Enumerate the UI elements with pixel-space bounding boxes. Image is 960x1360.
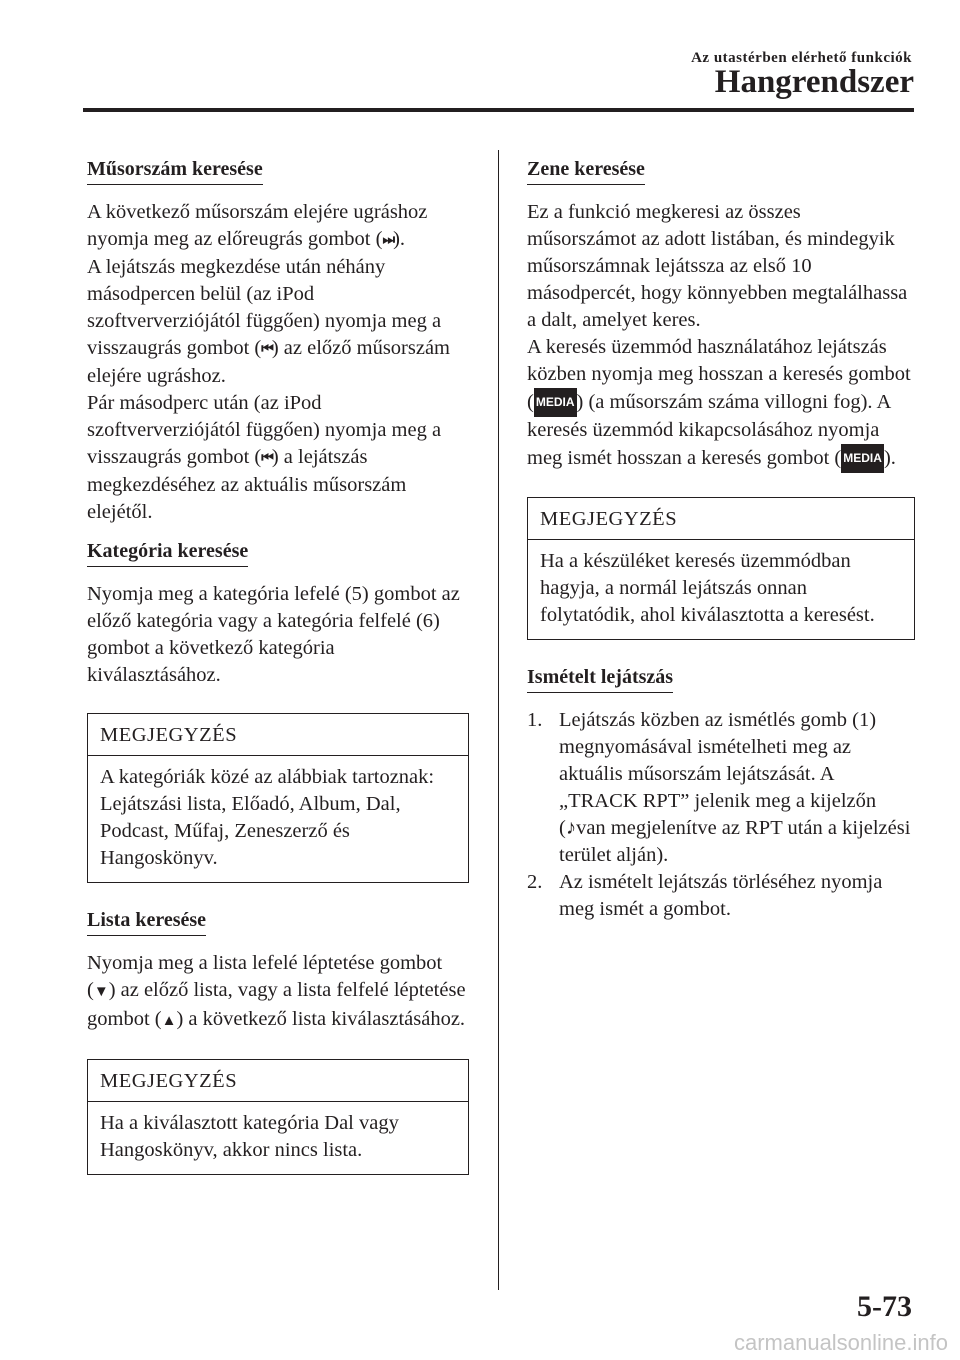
text: ). xyxy=(393,228,406,250)
list-item xyxy=(527,707,915,869)
text: A következő műsorszám elejére ugráshoz nyomja meg az előreugrás gombot ( xyxy=(87,201,428,250)
text: Lejátszás közben az ismétlés gomb (1) megnyomásával ismételheti meg az aktuális műsorszám lejátszását. A „TRACK RPT” jelenik meg a kijelzőn ( xyxy=(559,709,877,839)
note-title: MEGJEGYZÉS xyxy=(528,498,914,540)
page-title: Hangrendszer xyxy=(714,64,914,100)
page-number: 5-73 xyxy=(857,1290,912,1323)
text: ) az előző műsorszám elejére ugráshoz. xyxy=(87,337,451,387)
section-repeat-play xyxy=(527,666,915,923)
text: ) a következő lista kiválasztásához. xyxy=(176,1008,466,1030)
music-note-icon: ♪ xyxy=(565,817,577,839)
text: A lejátszás megkezdése után néhány másodpercen belül (az iPod szoftververziójától függően) nyomja meg a visszaugrás gombot ( xyxy=(87,256,442,359)
section-body: Nyomja meg a kategória lefelé (5) gombot az előző kategória vagy a kategória felfelé (6) gombot a következő kategória kiválasztásához. xyxy=(87,583,460,686)
section-heading: Kategória keresése xyxy=(87,540,248,567)
text: Ez a funkció megkeresi az összes műsorszámot az adott listában, és mindegyik műsorszámnak lejátssza az első 10 másodpercét, hogy könnyebben megtalálhassa a dalt, amelyet keres. xyxy=(527,201,908,331)
prev-track-icon: ⏮ xyxy=(261,451,272,466)
text: ) a lejátszás megkezdéséhez az aktuális műsorszám elejétől. xyxy=(87,446,407,523)
section-category-search xyxy=(87,540,469,689)
note-box xyxy=(87,1059,469,1175)
section-track-search xyxy=(87,158,469,526)
steps-list xyxy=(527,707,915,923)
note-body: Ha a készüléket keresés üzemmódban hagyja, a normál lejátszás onnan folytatódik, ahol kiválasztotta a keresést. xyxy=(540,550,875,626)
note-box xyxy=(87,713,469,883)
section-heading: Lista keresése xyxy=(87,909,206,936)
text: ). xyxy=(883,447,896,469)
section-heading: Ismételt lejátszás xyxy=(527,666,673,693)
text: ) (a műsorszám száma villogni fog). A keresés üzemmód kikapcsolásához nyomja meg ismét hosszan a keresés gombot ( xyxy=(527,391,891,469)
next-track-icon: ⏭ xyxy=(382,233,394,248)
section-heading: Zene keresése xyxy=(527,158,645,185)
media-button-icon: MEDIA xyxy=(841,444,884,473)
section-body xyxy=(527,199,915,473)
list-item-number: 1. xyxy=(527,709,543,731)
section-body xyxy=(87,950,469,1035)
right-column xyxy=(527,158,915,923)
note-box xyxy=(527,497,915,640)
watermark: carmanualsonline.info xyxy=(733,1330,948,1355)
section-music-search xyxy=(527,158,915,473)
text: Pár másodperc után (az iPod szoftververziójától függően) nyomja meg a visszaugrás gombot ( xyxy=(87,392,442,468)
down-arrow-icon: ▼ xyxy=(93,984,109,1000)
text: ) az előző lista, vagy a lista felfelé léptetése gombot ( xyxy=(87,979,466,1030)
header-section-label: Az utastérben elérhető funkciók xyxy=(691,50,912,66)
media-button-icon: MEDIA xyxy=(534,388,577,417)
text: A keresés üzemmód használatához lejátszás közben nyomja meg hosszan a keresés gombot ( xyxy=(527,336,911,413)
list-item xyxy=(527,869,915,923)
up-arrow-icon: ▲ xyxy=(161,1013,177,1029)
header-rule xyxy=(83,108,914,112)
note-title: MEGJEGYZÉS xyxy=(88,714,468,756)
section-heading: Műsorszám keresése xyxy=(87,158,263,185)
column-divider xyxy=(498,150,499,1290)
note-title: MEGJEGYZÉS xyxy=(88,1060,468,1102)
text: Nyomja meg a lista lefelé léptetése gombot ( xyxy=(87,952,443,1001)
prev-track-icon: ⏮ xyxy=(261,342,272,357)
note-body: A kategóriák közé az alábbiak tartoznak: Lejátszási lista, Előadó, Album, Dal, Podcast, Műfaj, Zeneszerző és Hangoskönyv. xyxy=(100,766,435,869)
text: Az ismételt lejátszás törléséhez nyomja meg ismét a gombot. xyxy=(559,871,883,920)
list-item-number: 2. xyxy=(527,871,543,893)
note-body: Ha a kiválasztott kategória Dal vagy Hangoskönyv, akkor nincs lista. xyxy=(100,1112,399,1161)
section-body xyxy=(87,199,469,526)
section-list-search xyxy=(87,909,469,1035)
text: van megjelenítve az RPT után a kijelzési terület alján). xyxy=(559,817,911,866)
left-column xyxy=(87,158,469,1201)
